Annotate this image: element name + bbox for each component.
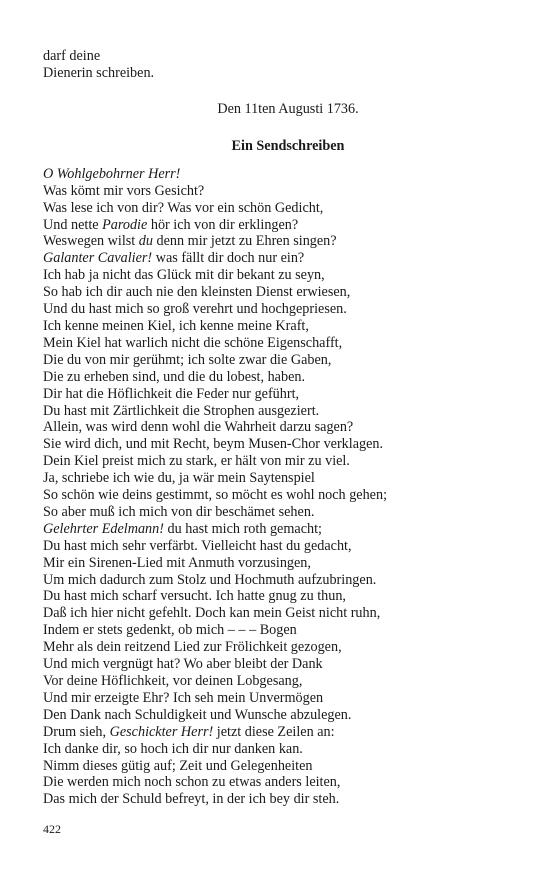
- poem-segment: was fällt dir doch nur ein?: [152, 250, 305, 267]
- poem-segment: Und mir erzeigte Ehr? Ich seh mein Unvermögen: [43, 689, 324, 706]
- poem-segment: Weswegen wilst: [43, 233, 139, 250]
- poem-segment: Sie wird dich, und mit Recht, beym Musen-Chor verklagen.: [43, 436, 384, 453]
- poem-segment: Die du von mir gerühmt; ich solte zwar die Gaben,: [43, 351, 332, 368]
- poem-line: [43, 436, 513, 453]
- poem-line: [43, 572, 513, 589]
- poem-line: [43, 707, 513, 724]
- poem-line: [43, 605, 513, 622]
- poem-line: [43, 318, 513, 335]
- poem-line: [43, 487, 513, 504]
- poem-segment: So schön wie deins gestimmt, so möcht es wohl noch gehen;: [43, 487, 388, 504]
- poem-line: [43, 200, 513, 217]
- poem-segment: So hab ich dir auch nie den kleinsten Dienst erwiesen,: [43, 284, 351, 301]
- poem-line: [43, 369, 513, 386]
- poem-line: [43, 622, 513, 639]
- poem-segment: Ich hab ja nicht das Glück mit dir bekant zu seyn,: [43, 267, 325, 284]
- poem-text: [43, 166, 513, 808]
- letter-date: Den 11ten Augusti 1736.: [217, 100, 359, 117]
- poem-line: [43, 724, 513, 741]
- poem-heading: Ein Sendschreiben: [231, 137, 345, 154]
- poem-line: [43, 774, 513, 791]
- poem-segment: jetzt diese Zeilen an:: [213, 723, 335, 740]
- poem-line: [43, 521, 513, 538]
- poem-segment: Daß ich hier nicht gefehlt. Doch kan mein Geist nicht ruhn,: [43, 605, 381, 622]
- opening-lines: [43, 48, 513, 82]
- poem-segment: Mir ein Sirenen-Lied mit Anmuth vorzusingen,: [43, 554, 311, 571]
- poem-line: [43, 470, 513, 487]
- opening-line-2: Dienerin schreiben.: [43, 64, 155, 81]
- poem-italic-segment: Geschickter Herr!: [109, 723, 214, 740]
- poem-italic-segment: du: [138, 233, 153, 250]
- poem-line: [43, 233, 513, 250]
- poem-italic-segment: O Wohlgebohrner Herr!: [43, 165, 181, 182]
- poem-segment: Die zu erheben sind, und die du lobest, haben.: [43, 368, 306, 385]
- poem-line: [43, 217, 513, 234]
- poem-segment: Die werden mich noch schon zu etwas anders leiten,: [43, 774, 341, 791]
- poem-segment: Du hast mich scharf versucht. Ich hatte gnug zu thun,: [43, 588, 346, 605]
- poem-line: [43, 555, 513, 572]
- poem-segment: Ich kenne meinen Kiel, ich kenne meine Kraft,: [43, 317, 309, 334]
- poem-segment: Ja, schriebe ich wie du, ja wär mein Saytenspiel: [43, 470, 315, 487]
- poem-segment: Nimm dieses gütig auf; Zeit und Gelegenheiten: [43, 757, 313, 774]
- poem-segment: Das mich der Schuld befreyt, in der ich bey dir steh.: [43, 791, 340, 808]
- poem-segment: Und nette: [43, 216, 103, 233]
- poem-segment: Ich danke dir, so hoch ich dir nur danken kan.: [43, 740, 303, 757]
- poem-italic-segment: Parodie: [102, 216, 148, 233]
- poem-italic-segment: Galanter Cavalier!: [43, 250, 153, 267]
- poem-line: [43, 267, 513, 284]
- poem-segment: Drum sieh,: [43, 723, 110, 740]
- poem-segment: Um mich dadurch zum Stolz und Hochmuth aufzubringen.: [43, 571, 377, 588]
- poem-segment: Allein, was wird denn wohl die Wahrheit darzu sagen?: [43, 419, 354, 436]
- poem-line: [43, 758, 513, 775]
- poem-segment: Und du hast mich so groß verehrt und hochgepriesen.: [43, 301, 347, 318]
- poem-line: [43, 166, 513, 183]
- poem-segment: du hast mich roth gemacht;: [163, 520, 322, 537]
- poem-segment: denn mir jetzt zu Ehren singen?: [152, 233, 337, 250]
- poem-line: [43, 386, 513, 403]
- poem-segment: Und mich vergnügt hat? Wo aber bleibt der Dank: [43, 656, 323, 673]
- poem-segment: Du hast mit Zärtlichkeit die Strophen ausgeziert.: [43, 402, 320, 419]
- poem-line: [43, 639, 513, 656]
- poem-line: [43, 284, 513, 301]
- poem-segment: hör ich von dir erklingen?: [147, 216, 299, 233]
- poem-line: [43, 588, 513, 605]
- poem-line: [43, 250, 513, 267]
- poem-line: [43, 538, 513, 555]
- poem-segment: Indem er stets gedenkt, ob mich – – – Bogen: [43, 622, 297, 639]
- poem-segment: Du hast mich sehr verfärbt. Vielleicht hast du gedacht,: [43, 537, 352, 554]
- poem-segment: Dir hat die Höflichkeit die Feder nur geführt,: [43, 385, 300, 402]
- poem-line: [43, 690, 513, 707]
- poem-line: [43, 656, 513, 673]
- poem-line: [43, 301, 513, 318]
- poem-line: [43, 504, 513, 521]
- poem-segment: Was kömt mir vors Gesicht?: [43, 182, 205, 199]
- poem-segment: Was lese ich von dir? Was vor ein schön Gedicht,: [43, 199, 324, 216]
- page-number: 422: [43, 822, 61, 836]
- poem-segment: Mein Kiel hat warlich nicht die schöne Eigenschafft,: [43, 334, 343, 351]
- poem-line: [43, 673, 513, 690]
- poem-line: [43, 335, 513, 352]
- poem-segment: Vor deine Höflichkeit, vor deinen Lobgesang,: [43, 673, 303, 689]
- poem-line: [43, 741, 513, 758]
- poem-line: [43, 403, 513, 420]
- poem-line: [43, 791, 513, 808]
- poem-line: [43, 453, 513, 470]
- page-body: [43, 48, 513, 808]
- poem-segment: Mehr als dein reitzend Lied zur Frölichkeit gezogen,: [43, 639, 342, 656]
- poem-segment: Dein Kiel preist mich zu stark, er hält von mir zu viel.: [43, 453, 350, 470]
- poem-line: [43, 419, 513, 436]
- opening-line-1: darf deine: [43, 48, 101, 64]
- poem-line: [43, 183, 513, 200]
- poem-italic-segment: Gelehrter Edelmann!: [43, 520, 164, 537]
- poem-segment: So aber muß ich mich von dir beschämet sehen.: [43, 503, 315, 520]
- poem-line: [43, 352, 513, 369]
- poem-segment: Den Dank nach Schuldigkeit und Wunsche abzulegen.: [43, 706, 352, 723]
